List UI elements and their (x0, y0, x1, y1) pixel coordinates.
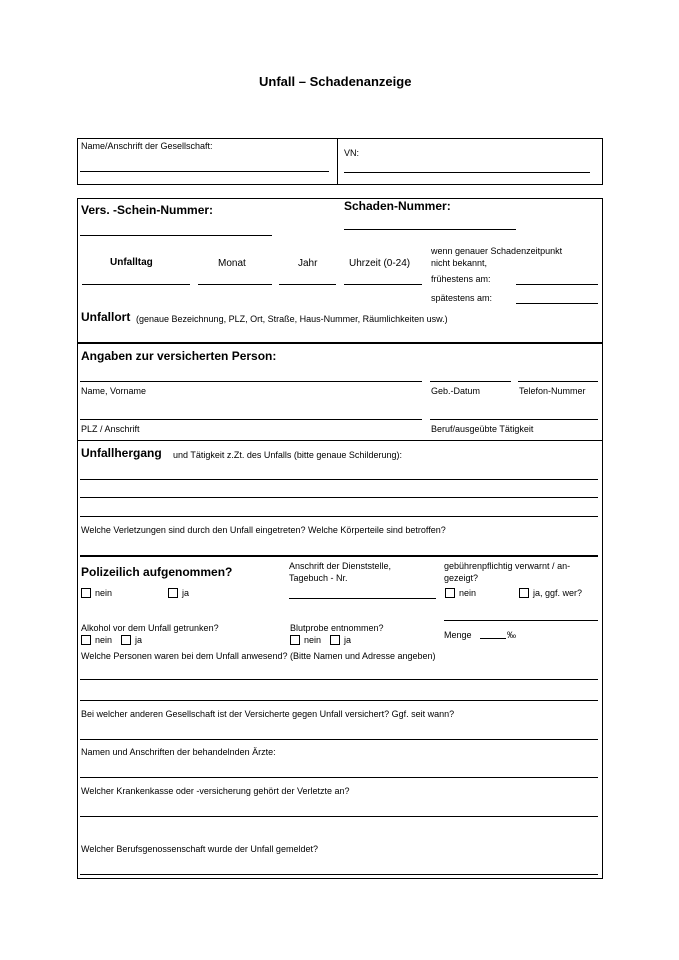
police-no-label: nein (95, 588, 113, 598)
police-no-checkbox[interactable] (81, 588, 91, 598)
location-label: Unfallort (81, 310, 131, 324)
health-insurance-question: Welcher Krankenkasse oder -versicherung gehört der Verletzte an? (81, 786, 350, 796)
police-yes-label: ja (182, 588, 190, 598)
name-field[interactable] (80, 381, 422, 382)
witnesses-line-1[interactable] (80, 679, 598, 680)
health-insurance-field[interactable] (80, 816, 598, 817)
phone-label: Telefon-Nummer (519, 386, 586, 396)
address-field[interactable] (80, 419, 422, 420)
header-divider (337, 138, 338, 185)
vn-field[interactable] (344, 172, 590, 173)
accident-label: Unfallhergang (81, 446, 162, 460)
station-label-1: Anschrift der Dienststelle, (289, 561, 392, 571)
page-title: Unfall – Schadenanzeige (259, 74, 412, 89)
claim-number-field[interactable] (344, 229, 516, 230)
unknown-note-1: wenn genauer Schadenzeitpunkt (431, 246, 563, 256)
day-field[interactable] (82, 284, 190, 285)
warned-label-1: gebührenpflichtig verwarnt / an- (444, 561, 571, 571)
earliest-label: frühestens am: (431, 274, 491, 284)
alcohol-question: Alkohol vor dem Unfall getrunken? (81, 623, 219, 633)
policy-number-field[interactable] (80, 235, 272, 236)
job-label: Beruf/ausgeübte Tätigkeit (431, 424, 534, 434)
station-label-2: Tagebuch - Nr. (289, 573, 348, 583)
address-label: PLZ / Anschrift (81, 424, 140, 434)
dob-field[interactable] (430, 381, 511, 382)
doctors-question: Namen und Anschriften der behandelnden Ärzte: (81, 747, 276, 757)
earliest-field[interactable] (516, 284, 598, 285)
blood-yes-label: ja (344, 635, 352, 645)
witnesses-question: Welche Personen waren bei dem Unfall anwesend? (Bitte Namen und Adresse angeben) (81, 651, 436, 661)
location-field[interactable] (77, 342, 603, 344)
vn-label: VN: (344, 148, 360, 158)
doctors-field[interactable] (80, 777, 598, 778)
alcohol-yes-checkbox[interactable] (121, 635, 131, 645)
phone-field[interactable] (518, 381, 598, 382)
trade-association-question: Welcher Berufsgenossenschaft wurde der Unfall gemeldet? (81, 844, 318, 854)
other-insurance-field[interactable] (80, 739, 598, 740)
accident-hint: und Tätigkeit z.Zt. des Unfalls (bitte genaue Schilderung): (173, 450, 402, 460)
section-divider-1 (77, 440, 603, 441)
injuries-question: Welche Verletzungen sind durch den Unfall eingetreten? Welche Körperteile sind betroffen? (81, 525, 446, 535)
name-label: Name, Vorname (81, 386, 147, 396)
time-label: Uhrzeit (0-24) (349, 258, 411, 269)
year-label: Jahr (298, 258, 318, 269)
policy-number-label: Vers. -Schein-Nummer: (81, 203, 214, 217)
accident-line-2[interactable] (80, 497, 598, 498)
latest-label: spätestens am: (431, 293, 493, 303)
warned-no-checkbox[interactable] (445, 588, 455, 598)
alcohol-yes-label: ja (135, 635, 143, 645)
job-field[interactable] (430, 419, 598, 420)
alcohol-no-checkbox[interactable] (81, 635, 91, 645)
person-heading: Angaben zur versicherten Person: (81, 349, 277, 363)
accident-line-3[interactable] (80, 516, 598, 517)
amount-label: Menge (444, 630, 472, 640)
location-hint: (genaue Bezeichnung, PLZ, Ort, Straße, Haus-Nummer, Räumlichkeiten usw.) (136, 314, 448, 324)
latest-field[interactable] (516, 303, 598, 304)
company-field[interactable] (80, 171, 329, 172)
warned-no-label: nein (459, 588, 477, 598)
month-field[interactable] (198, 284, 272, 285)
police-yes-checkbox[interactable] (168, 588, 178, 598)
witnesses-line-2[interactable] (80, 700, 598, 701)
warned-yes-checkbox[interactable] (519, 588, 529, 598)
amount-unit: ‰ (507, 630, 516, 640)
warned-label-2: gezeigt? (444, 573, 479, 583)
warned-who-field[interactable] (444, 620, 598, 621)
company-label: Name/Anschrift der Gesellschaft: (81, 141, 213, 151)
injuries-field[interactable] (80, 555, 598, 557)
amount-field[interactable] (480, 638, 506, 639)
year-field[interactable] (279, 284, 336, 285)
blood-no-checkbox[interactable] (290, 635, 300, 645)
unknown-note-2: nicht bekannt, (431, 258, 488, 268)
accident-line-1[interactable] (80, 479, 598, 480)
claim-number-label: Schaden-Nummer: (344, 199, 451, 213)
blood-question: Blutprobe entnommen? (290, 623, 384, 633)
other-insurance-question: Bei welcher anderen Gesellschaft ist der Versicherte gegen Unfall versichert? Ggf. seit wann? (81, 709, 455, 719)
dob-label: Geb.-Datum (431, 386, 481, 396)
alcohol-no-label: nein (95, 635, 113, 645)
month-label: Monat (218, 258, 246, 269)
station-field[interactable] (289, 598, 436, 599)
day-label: Unfalltag (110, 257, 153, 268)
trade-association-field[interactable] (80, 874, 598, 875)
blood-yes-checkbox[interactable] (330, 635, 340, 645)
time-field[interactable] (344, 284, 422, 285)
police-heading: Polizeilich aufgenommen? (81, 565, 233, 579)
warned-yes-label: ja, ggf. wer? (533, 588, 583, 598)
blood-no-label: nein (304, 635, 322, 645)
